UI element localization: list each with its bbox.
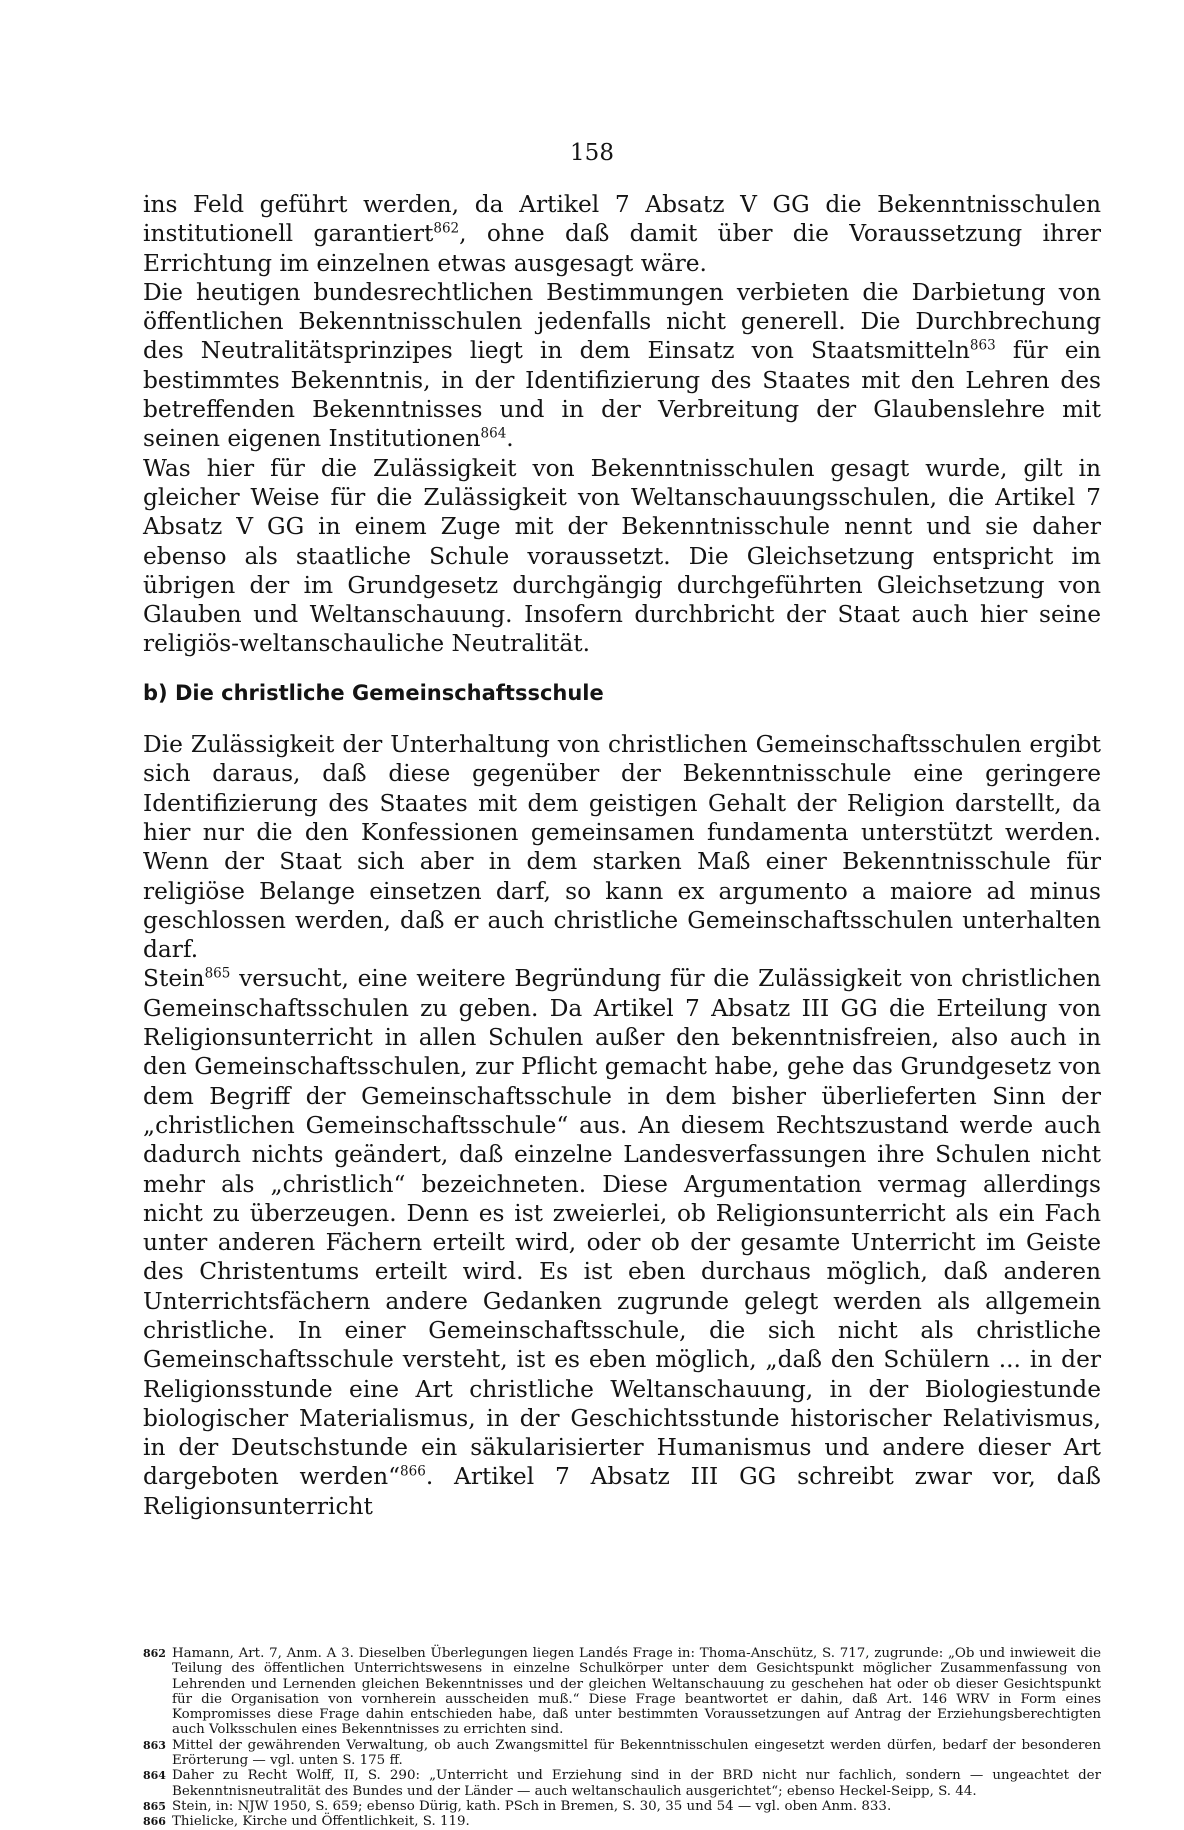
paragraph — [143, 278, 1101, 454]
text-run: Die heutigen bundesrechtlichen Bestimmungen verbieten die Darbietung von öffentlichen Bekenntnisschulen jedenfalls nicht generell. Die Durchbrechung des Neutralitätsprinzipes liegt in dem Einsatz von Staatsmitteln — [143, 278, 1101, 365]
text-run: Die Zulässigkeit der Unterhaltung von christlichen Gemeinschaftsschulen ergibt sich daraus, daß diese gegenüber der Bekenntnisschule eine geringere Identifizierung des Staates mit dem geistigen Gehalt der Religion darstellt, da hier nur die den Konfessionen gemeinsamen fundamenta unterstützt werden. Wenn der Staat sich aber in dem starken Maß einer Bekenntnisschule für religiöse Belange einsetzen darf, so kann ex argumento a maiore ad minus geschlossen werden, daß er auch christliche Gemeinschaftsschulen unterhalten darf. — [143, 731, 1101, 964]
text-run: versucht, eine weitere Begründung für die Zulässigkeit von christlichen Gemeinschaftsschulen zu geben. Da Artikel 7 Absatz III GG die Erteilung von Religionsunterricht in allen Schulen außer den bekenntnisfreien, also auch in den Gemeinschaftsschulen, zur Pflicht gemacht habe, gehe das Grundgesetz von dem Begriff der Gemeinschaftsschule in dem bisher überlieferten Sinn der „christlichen Gemeinschaftsschule“ aus. An diesem Rechtszustand werde auch dadurch nichts geändert, daß einzelne Landesverfassungen ihre Schulen nicht mehr als „christlich“ bezeichneten. Diese Argumentation vermag allerdings nicht zu überzeugen. Denn es ist zweierlei, ob Religionsunterricht als ein Fach unter anderen Fächern erteilt wird, oder ob der gesamte Unterricht im Geiste des Christentums erteilt wird. Es ist eben durchaus möglich, daß anderen Unterrichtsfächern andere Gedanken zugrunde gelegt werden als allgemein christliche. In einer Gemeinschaftsschule, die sich nicht als christliche Gemeinschaftsschule versteht, ist es eben möglich, „daß den Schülern ... in der Religionsstunde eine Art christliche Weltanschauung, in der Biologiestunde biologischer Materialismus, in der Geschichtsstunde historischer Relativismus, in der Deutschstunde ein säkularisierter Humanismus und andere dieser Art dargeboten werden“ — [143, 965, 1101, 1491]
paragraph — [143, 964, 1101, 1521]
footnote-number: 863 — [143, 1738, 166, 1752]
footnote-number: 865 — [143, 1799, 166, 1813]
footnote — [143, 1768, 1101, 1799]
footnotes — [143, 1646, 1101, 1830]
footnote-ref: 862 — [433, 220, 460, 237]
text-run: für ein bestimmtes Bekenntnis, in der Identifizierung des Staates mit den Lehren des betreffenden Bekenntnisses und in der Verbreitung der Glaubenslehre mit seinen eigenen Institutionen — [143, 337, 1101, 453]
footnote-ref: 866 — [400, 1464, 426, 1481]
main-text — [143, 190, 1101, 1521]
footnote-ref: 865 — [204, 966, 231, 983]
paragraph — [143, 190, 1101, 278]
text-run: ins Feld geführt werden, da Artikel 7 Absatz V GG die Bekenntnisschulen institutionell garantiert — [143, 191, 1101, 248]
footnote — [143, 1646, 1101, 1738]
text-run: . Artikel 7 Absatz III GG schreibt zwar vor, daß Religionsunterricht — [143, 1463, 1101, 1520]
section-heading: b) Die christliche Gemeinschaftsschule — [143, 680, 604, 705]
text-run: , ohne daß damit über die Voraussetzung ihrer Errichtung im einzelnen etwas ausgesagt wäre. — [143, 220, 1102, 277]
footnote-number: 862 — [143, 1647, 166, 1660]
text-run: Was hier für die Zulässigkeit von Bekenntnisschulen gesagt wurde, gilt in gleicher Weise für die Zulässigkeit von Weltanschauungsschulen, die Artikel 7 Absatz V GG in einem Zuge mit der Bekenntnisschule nennt und sie daher ebenso als staatliche Schule voraussetzt. Die Gleichsetzung entspricht im übrigen der im Grundgesetz durchgängig durchgeführten Gleichsetzung von Glauben und Weltanschauung. Insofern durchbricht der Staat auch hier seine religiös-weltanschauliche Neutralität. — [143, 454, 1101, 658]
footnote-text: Thielicke, Kirche und Öffentlichkeit, S. 119. — [172, 1814, 470, 1830]
footnote — [143, 1799, 1101, 1814]
paragraph — [143, 730, 1101, 964]
footnote — [143, 1738, 1101, 1769]
footnote-ref: 864 — [480, 426, 507, 442]
paragraph — [143, 454, 1101, 659]
page-number: 158 — [570, 140, 614, 166]
text-run: . — [506, 425, 514, 453]
footnote-ref: 863 — [969, 338, 996, 355]
footnote-text: Daher zu Recht Wolff, II, S. 290: „Unterricht und Erziehung sind in der BRD nicht nur fachlich, sondern — ungeachtet der Bekenntnisneutralität des Bundes und der Länder — auch weltanschaulich ausgerichtet“; ebenso Heckel-Seipp, S. 44. — [172, 1768, 1101, 1799]
footnote-text: Hamann, Art. 7, Anm. A 3. Dieselben Überlegungen liegen Landés Frage in: Thoma-Anschütz, S. 717, zugrunde: „Ob und inwieweit die Teilung des öffentlichen Unterrichtswesens in einzelne Schulkörper unter dem Gesichtspunkt möglicher Zusammenfassung von Lehrenden und Lernenden gleichen Bekenntnisses und der gleichen Weltanschauung zu geschehen hat oder ob dieser Gesichtspunkt für die Organisation von vornherein ausscheiden muß.“ Diese Frage beantwortet er dahin, daß Art. 146 WRV in Form eines Kompromisses diese Frage dahin entschieden habe, daß unter bestimmten Voraussetzungen auf Antrag der Erziehungsberechtigten auch Volksschulen eines Bekenntnisses zu errichten sind. — [172, 1646, 1101, 1738]
footnote-text: Stein, in: NJW 1950, S. 659; ebenso Dürig, kath. PSch in Bremen, S. 30, 35 und 54 — vgl. oben Anm. 833. — [172, 1798, 892, 1814]
footnote-number: 864 — [143, 1769, 166, 1783]
footnote — [143, 1814, 1101, 1829]
footnote-text: Mittel der gewährenden Verwaltung, ob auch Zwangsmittel für Bekenntnisschulen eingesetzt werden dürfen, bedarf der besonderen Erörterung — vgl. unten S. 175 ff. — [172, 1737, 1101, 1769]
text-run: Stein — [143, 965, 205, 993]
footnote-number: 866 — [143, 1815, 166, 1829]
